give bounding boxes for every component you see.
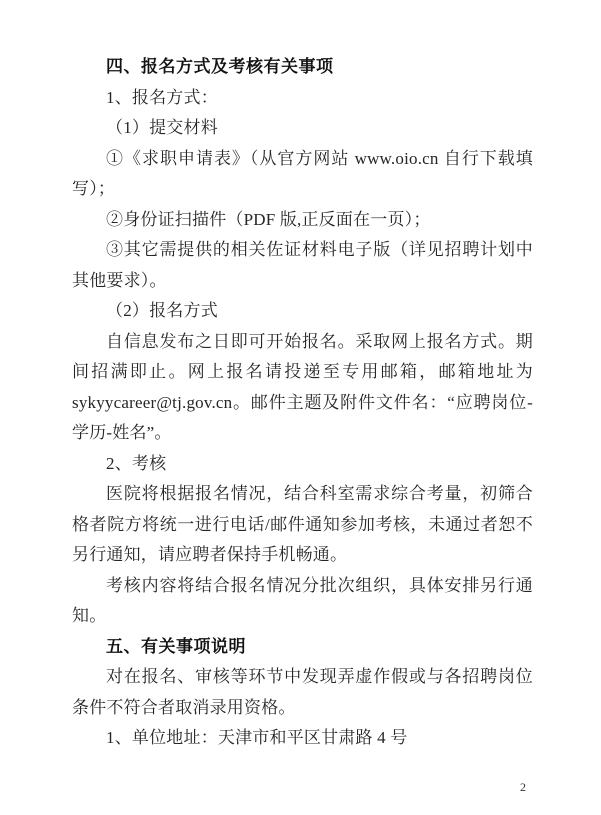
section-heading-5: 五、有关事项说明 bbox=[106, 636, 246, 656]
paragraph-material-1: ①《求职申请表》（从官方网站 www.oio.cn 自行下载填写）； bbox=[72, 148, 533, 198]
paragraph-signup-method-label: 1、报名方式： bbox=[106, 87, 218, 107]
paragraph-material-2: ②身份证扫描件（PDF 版,正反面在一页）； bbox=[106, 209, 431, 229]
paragraph-disqualification: 对在报名、审核等环节中发现弄虚作假或与各招聘岗位条件不符合者取消录用资格。 bbox=[72, 667, 533, 717]
paragraph-assessment-details: 医院将根据报名情况，结合科室需求综合考量，初筛合格者院方将统一进行电话/邮件通知参加考核，未通过者恕不另行通知，请应聘者保持手机畅通。 bbox=[72, 484, 533, 564]
paragraph-material-3: ③其它需提供的相关佐证材料电子版（详见招聘计划中其他要求）。 bbox=[72, 240, 533, 290]
paragraph-assessment-schedule: 考核内容将结合报名情况分批次组织，具体安排另行通知。 bbox=[72, 575, 533, 625]
paragraph-address: 1、单位地址：天津市和平区甘肃路 4 号 bbox=[106, 728, 408, 747]
paragraph-assessment-label: 2、考核 bbox=[106, 453, 167, 473]
page-number: 2 bbox=[520, 780, 526, 794]
section-heading-4: 四、报名方式及考核有关事项 bbox=[106, 57, 334, 76]
paragraph-submit-materials-label: （1）提交材料 bbox=[106, 118, 218, 137]
paragraph-signup-details: 自信息发布之日即可开始报名。采取网上报名方式。期间招满即止。网上报名请投递至专用邮箱，邮箱地址为sykyycareer@tj.gov.cn。邮件主题及附件文件名：“应聘岗位-学历-姓名”。 bbox=[72, 331, 533, 442]
paragraph-signup-way-label: （2）报名方式 bbox=[106, 301, 218, 320]
document-body bbox=[72, 52, 533, 754]
